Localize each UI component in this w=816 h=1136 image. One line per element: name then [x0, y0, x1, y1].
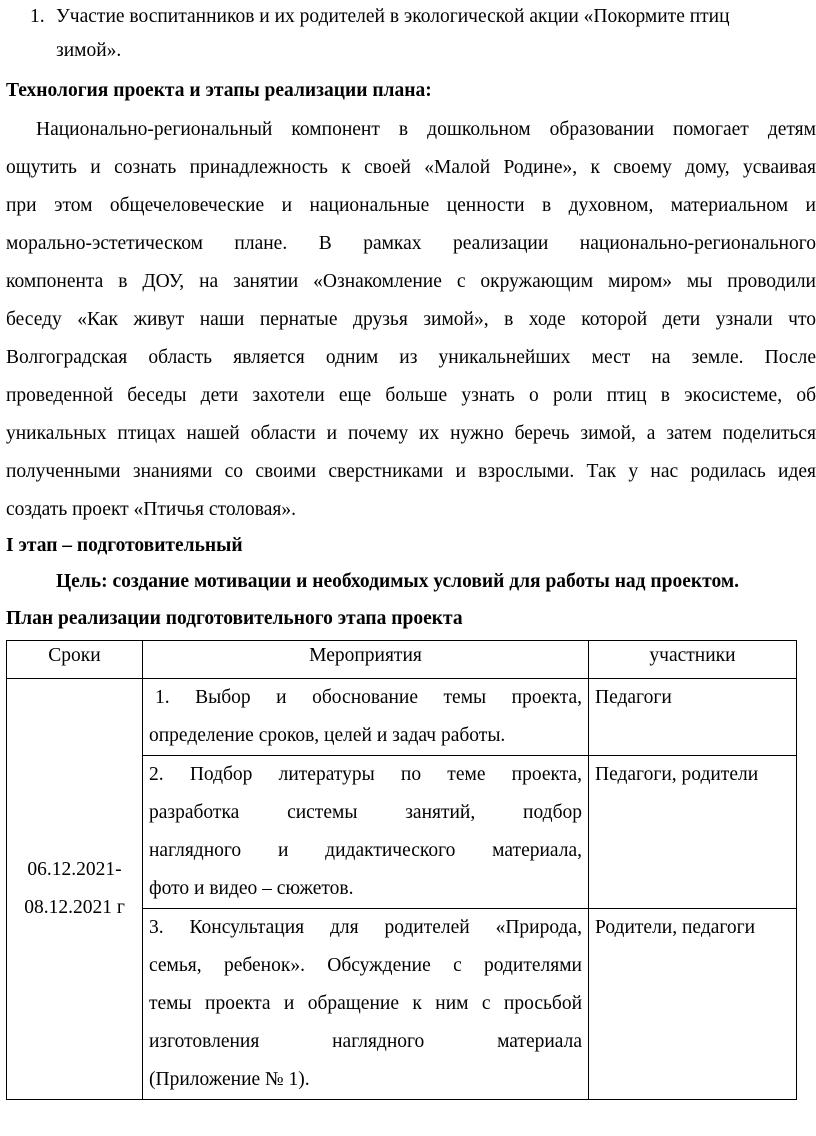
activity-line: наглядного и дидактического материала, [149, 840, 582, 861]
participants-cell [589, 756, 797, 909]
table-row [7, 679, 797, 756]
paragraph-line: ощутить и сознать принадлежность к своей «Малой Родине», к своему дому, усваивая [6, 157, 816, 178]
participants-text: Педагоги [595, 687, 672, 708]
paragraph-line: компонента в ДОУ, на занятии «Ознакомление с окружающим миром» мы проводили [6, 271, 816, 292]
activity-line: темы проекта и обращение к ним с просьбой [149, 993, 582, 1014]
header-activities: Мероприятия [143, 641, 589, 679]
header-terms: Сроки [7, 641, 143, 679]
activity-cell [143, 756, 589, 909]
activity-line: семья, ребенок». Обсуждение с родителями [149, 955, 582, 976]
participants-text: Родители, педагоги [595, 917, 756, 938]
activity-cell [143, 679, 589, 756]
header-participants: участники [589, 641, 797, 679]
activity-line: фото и видео – сюжетов. [149, 878, 354, 899]
table-header-row [7, 641, 797, 679]
paragraph-line: морально-эстетическом плане. В рамках реализации национально-регионального [6, 233, 816, 254]
date-start: 06.12.2021- [27, 859, 122, 880]
activity-line: 3. Консультация для родителей «Природа, [149, 917, 582, 938]
list-item-line-2: зимой». [56, 40, 122, 61]
activity-line: 2. Подбор литературы по теме проекта, [149, 764, 582, 785]
paragraph-line: Волгоградская область является одним из уникальнейших мест на земле. После [6, 347, 816, 368]
paragraph-line: уникальных птицах нашей области и почему их нужно беречь зимой, а затем поделиться [6, 423, 816, 444]
list-item-number: 1. [30, 6, 45, 27]
date-cell [7, 679, 143, 1100]
paragraph-line: беседу «Как живут наши пернатые друзья зимой», в ходе которой дети узнали что [6, 309, 816, 330]
list-item-line-1: Участие воспитанников и их родителей в экологической акции «Покормите птиц [56, 6, 730, 27]
activity-line: (Приложение № 1). [149, 1069, 310, 1090]
activity-line: изготовления наглядного материала [149, 1031, 582, 1052]
activity-line: определение сроков, целей и задач работы. [149, 725, 506, 746]
heading-technology: Технология проекта и этапы реализации плана: [6, 80, 432, 101]
stage-heading: I этап – подготовительный [6, 535, 243, 556]
participants-cell [589, 679, 797, 756]
paragraph-line: полученными знаниями со своими сверстниками и взрослыми. Так у нас родилась идея [6, 461, 816, 482]
paragraph-line: создать проект «Птичья столовая». [6, 499, 296, 520]
paragraph-line: Национально-региональный компонент в дошкольном образовании помогает детям [36, 119, 816, 140]
plan-table [6, 640, 797, 1100]
date-end: 08.12.2021 г [24, 897, 125, 918]
plan-heading: План реализации подготовительного этапа проекта [6, 608, 463, 629]
activity-line: 1. Выбор и обоснование темы проекта, [155, 687, 582, 708]
goal-text: Цель: создание мотивации и необходимых условий для работы над проектом. [56, 571, 740, 592]
activity-line: разработка системы занятий, подбор [149, 802, 582, 823]
paragraph-line: проведенной беседы дети захотели еще больше узнать о роли птиц в экосистеме, об [6, 385, 816, 406]
participants-cell [589, 909, 797, 1100]
paragraph-line: при этом общечеловеческие и национальные ценности в духовном, материальном и [6, 195, 816, 216]
participants-text: Педагоги, родители [595, 764, 759, 785]
activity-cell [143, 909, 589, 1100]
